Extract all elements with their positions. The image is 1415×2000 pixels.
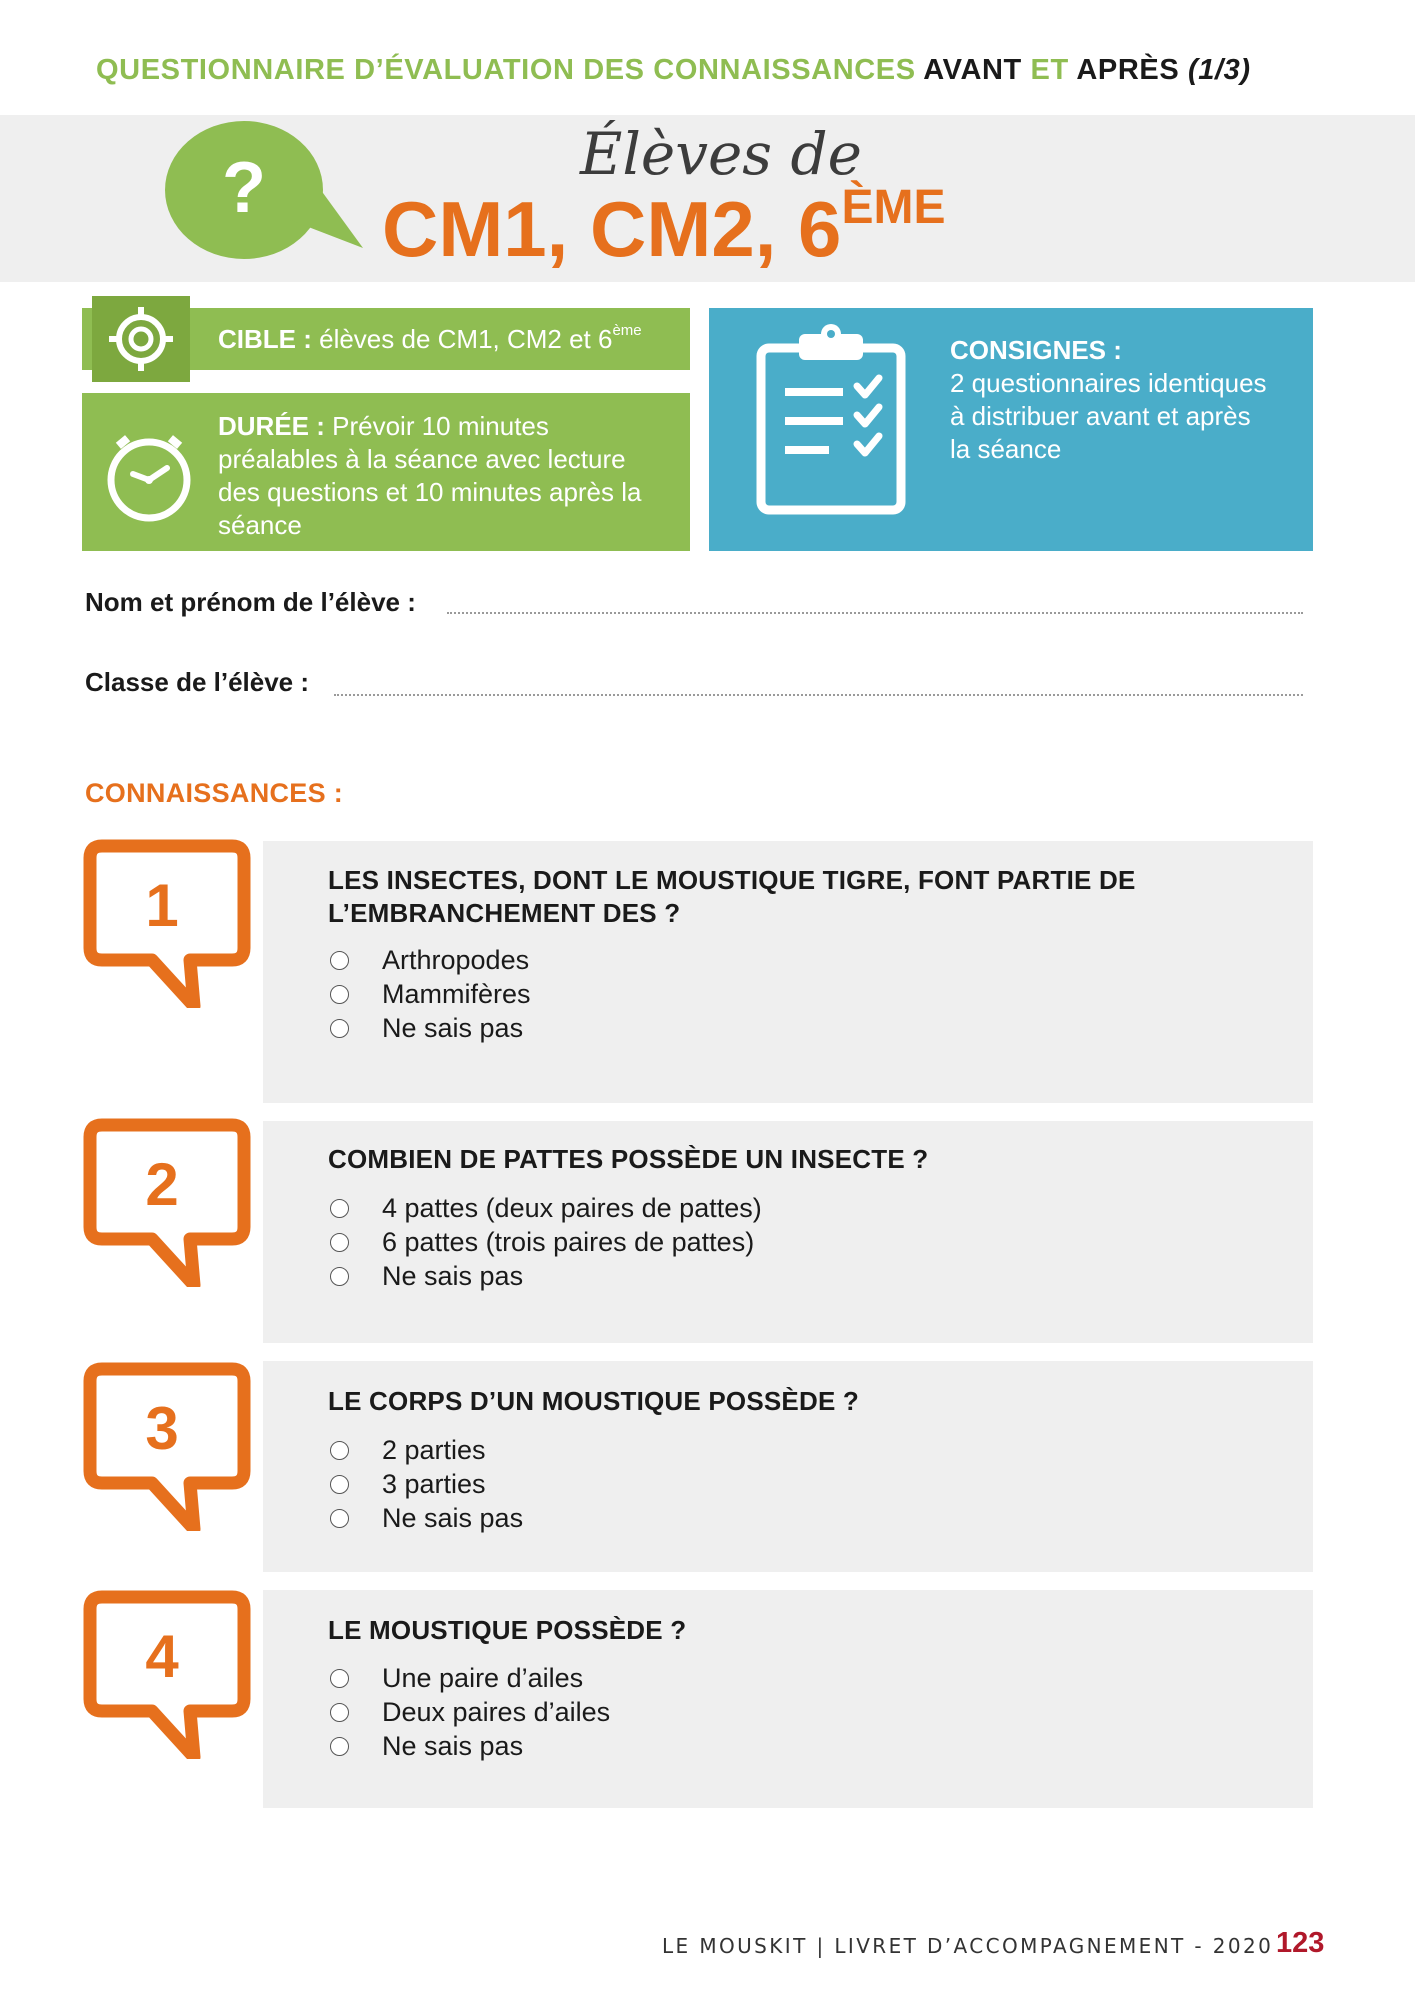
number-bubble-icon <box>82 1589 252 1759</box>
answer-option[interactable] <box>330 1227 754 1258</box>
duree-value: Prévoir 10 minutes préalables à la séance avec lecture des questions et 10 minutes après la séance <box>218 411 642 540</box>
radio-button[interactable] <box>330 1019 349 1038</box>
duree-label: DURÉE : <box>218 411 325 441</box>
radio-button[interactable] <box>330 1509 349 1528</box>
answer-option[interactable] <box>330 1013 523 1044</box>
question-title: COMBIEN DE PATTES POSSÈDE UN INSECTE ? <box>328 1144 929 1174</box>
question-title: LE CORPS D’UN MOUSTIQUE POSSÈDE ? <box>328 1386 859 1416</box>
student-name-field[interactable] <box>447 612 1303 614</box>
title-main-sup: ÈME <box>841 181 946 234</box>
student-class-label: Classe de l’élève : <box>85 667 310 697</box>
title-script: Élèves de <box>580 120 862 188</box>
answer-option[interactable] <box>330 1261 523 1292</box>
answer-option[interactable] <box>330 1697 610 1728</box>
answer-option[interactable] <box>330 1663 583 1694</box>
question-number: 4 <box>145 1623 179 1690</box>
target-icon <box>92 296 190 382</box>
consignes-label: CONSIGNES : <box>950 335 1122 365</box>
number-bubble-icon <box>82 838 252 1008</box>
option-label: Ne sais pas <box>382 1261 524 1291</box>
student-class-field[interactable] <box>334 694 1303 696</box>
answer-option[interactable] <box>330 1193 762 1224</box>
question-title: LES INSECTES, DONT LE MOUSTIQUE TIGRE, FONT PARTIE DE L’EMBRANCHEMENT DES ? <box>328 865 1136 928</box>
cible-sup: ème <box>612 322 642 339</box>
student-name-label: Nom et prénom de l’élève : <box>85 587 416 617</box>
question-mark: ? <box>222 148 266 228</box>
option-label: Mammifères <box>382 979 531 1009</box>
clock-icon <box>103 434 195 526</box>
option-label: Une paire d’ailes <box>382 1663 584 1693</box>
radio-button[interactable] <box>330 1475 349 1494</box>
header-part3: ET <box>1030 54 1069 86</box>
header-part4: APRÈS <box>1076 54 1180 86</box>
answer-option[interactable] <box>330 1469 486 1500</box>
answer-option[interactable] <box>330 1503 523 1534</box>
option-label: 3 parties <box>382 1469 486 1499</box>
number-bubble-icon <box>82 1117 252 1287</box>
duree-text <box>218 410 668 542</box>
radio-button[interactable] <box>330 1441 349 1460</box>
section-title: CONNAISSANCES : <box>85 778 344 808</box>
radio-button[interactable] <box>330 1737 349 1756</box>
radio-button[interactable] <box>330 1703 349 1722</box>
page-title <box>382 181 946 273</box>
answer-option[interactable] <box>330 1731 523 1762</box>
option-label: Ne sais pas <box>382 1731 524 1761</box>
radio-button[interactable] <box>330 951 349 970</box>
answer-option[interactable] <box>330 1435 486 1466</box>
header-part5: (1/3) <box>1187 54 1251 86</box>
header-part2: AVANT <box>923 54 1022 86</box>
option-label: 4 pattes (deux paires de pattes) <box>382 1193 762 1223</box>
answer-option[interactable] <box>330 979 531 1010</box>
radio-button[interactable] <box>330 1233 349 1252</box>
radio-button[interactable] <box>330 1199 349 1218</box>
option-label: 2 parties <box>382 1435 486 1465</box>
number-bubble-icon <box>82 1361 252 1531</box>
radio-button[interactable] <box>330 985 349 1004</box>
answer-option[interactable] <box>330 945 529 976</box>
option-label: Ne sais pas <box>382 1503 524 1533</box>
clipboard-checklist-icon <box>751 320 911 515</box>
cible-text <box>218 324 642 355</box>
question-number: 1 <box>145 872 179 939</box>
option-label: Ne sais pas <box>382 1013 524 1043</box>
cible-label: CIBLE : <box>218 324 312 354</box>
question-number: 3 <box>145 1395 179 1462</box>
page-header <box>96 54 1251 87</box>
option-label: Deux paires d’ailes <box>382 1697 611 1727</box>
cible-value: élèves de CM1, CM2 et 6 <box>311 324 613 354</box>
question-title: LE MOUSTIQUE POSSÈDE ? <box>328 1615 687 1645</box>
option-label: 6 pattes (trois paires de pattes) <box>382 1227 755 1257</box>
question-number: 2 <box>145 1151 179 1218</box>
radio-button[interactable] <box>330 1267 349 1286</box>
page-number: 123 <box>1276 1927 1325 1959</box>
header-part1: QUESTIONNAIRE D’ÉVALUATION DES CONNAISSANCES <box>96 54 916 86</box>
radio-button[interactable] <box>330 1669 349 1688</box>
footer-text: LE MOUSKIT | LIVRET D’ACCOMPAGNEMENT - 2020 <box>662 1934 1274 1958</box>
consignes-text <box>950 334 1270 466</box>
consignes-value: 2 questionnaires identiques à distribuer avant et après la séance <box>950 368 1267 464</box>
option-label: Arthropodes <box>382 945 530 975</box>
title-main-text: CM1, CM2, 6 <box>382 185 842 273</box>
